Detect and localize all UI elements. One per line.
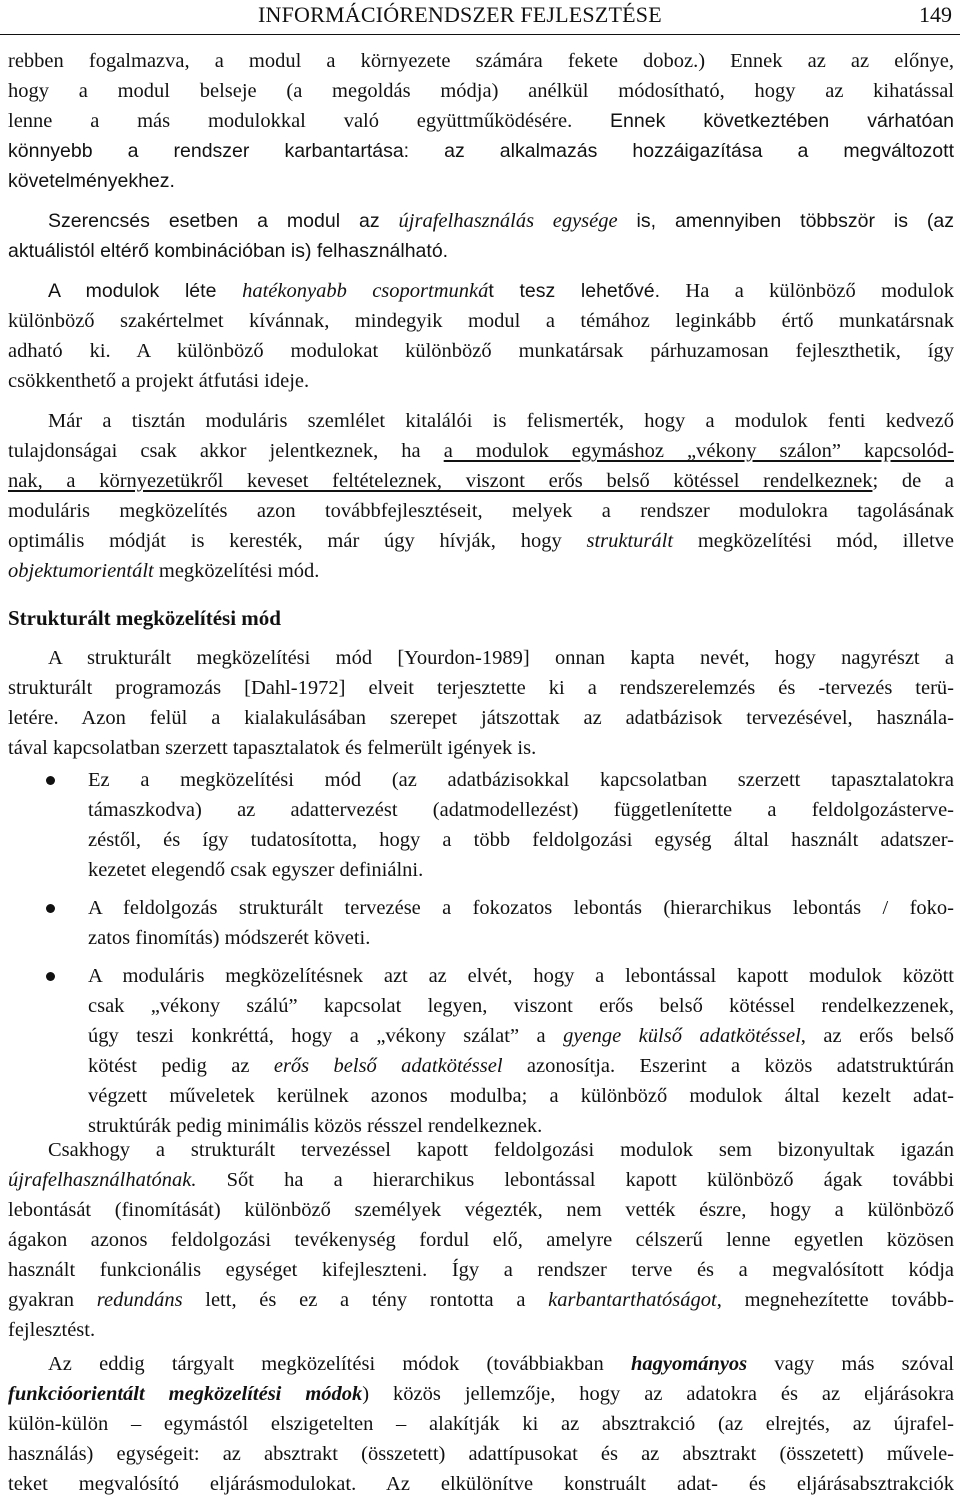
text-span: adható ki. A különböző modulokat különböző munkatársak párhuzamosan fejleszthetik, így — [8, 340, 954, 362]
text-line — [88, 1021, 954, 1051]
bullet-list — [40, 765, 954, 1141]
page-number: 149 — [919, 2, 952, 27]
text-span: különböző szakértelmet kívánnak, mindegyik modul a témához leginkább értő munkatársnak — [8, 310, 954, 332]
text-span: letére. Azon felül a kialakulásában szerepet játszottak az adatbázisok tervezésével, használa- — [8, 707, 954, 729]
text-line — [88, 923, 954, 953]
text-span: vagy más szóval — [747, 1353, 955, 1375]
text-span: Ennek következtében várhatóan — [610, 110, 955, 132]
bullet-icon — [46, 776, 55, 785]
text-line — [8, 556, 954, 586]
text-line — [8, 496, 954, 526]
paragraph-6 — [8, 1135, 954, 1345]
text-line — [8, 106, 954, 136]
text-span: zatos finomítás) módszerét követi. — [88, 927, 371, 949]
text-span: fejlesztést. — [8, 1319, 96, 1341]
paragraph-3 — [8, 276, 954, 396]
text-line — [8, 1225, 954, 1255]
text-span: csökkenthető a projekt átfutási ideje. — [8, 370, 310, 392]
text-span: A feldolgozás strukturált tervezése a fokozatos lebontás (hierarchikus lebontás / foko- — [88, 897, 954, 919]
italic-term: erős belső adatkötéssel — [273, 1055, 503, 1077]
text-span: azonosítja. Eszerint a közös adatstruktúrán — [502, 1055, 954, 1077]
text-line — [8, 526, 954, 556]
text-line — [88, 893, 954, 923]
text-span: külön-külön – egymástól elszigetelten – alakítják ki az absztrakció (az elrejtés, az újrafel- — [8, 1413, 954, 1435]
text-span: aktuálistól eltérő kombinációban is) felhasználható. — [8, 240, 449, 262]
underlined-text: a modulok egymáshoz „vékony szálon” kapcsolód- — [443, 440, 955, 462]
text-span: t tesz lehetővé. — [488, 280, 661, 302]
italic-term: karbantarthatóságot — [548, 1289, 717, 1311]
text-span: ágakon azonos feldolgozási tevékenység fordul elő, amelyre célszerű lenne egyetlen közösen — [8, 1229, 954, 1251]
text-span: struktúrák pedig minimális közös résszel rendelkeznek. — [88, 1115, 543, 1137]
text-line — [8, 336, 954, 366]
text-span: hogy a modul belseje (a megoldás módja) anélkül módosítható, hogy az kihatással — [8, 80, 954, 102]
text-line — [8, 1315, 954, 1345]
page-header — [0, 0, 960, 35]
text-line — [8, 1439, 954, 1469]
text-line — [88, 991, 954, 1021]
text-span: tulajdonságai csak akkor jelentkeznek, ha — [8, 440, 444, 462]
bullet-item — [40, 765, 954, 885]
text-span: Már a tisztán moduláris szemlélet kitalálói is felismerték, hogy a modulok fenti kedvező — [48, 410, 954, 432]
text-line — [88, 961, 954, 991]
text-span: lenne a más modulokkal való együttműködésére. — [8, 110, 611, 132]
text-span: könnyebb a rendszer karbantartása: az alkalmazás hozzáigazítása a megváltozott — [8, 140, 954, 162]
text-line — [8, 643, 954, 673]
text-span: Sőt ha a hierarchikus lebontással kapott különböző ágak további — [196, 1169, 954, 1191]
text-line — [8, 1469, 954, 1499]
paragraph-4 — [8, 406, 954, 586]
text-span: moduláris megközelítés azon továbbfejlesztéseit, melyek a rendszer modulokra tagolásának — [8, 500, 954, 522]
text-span: lett, és ez a tény rontotta a — [182, 1289, 549, 1311]
text-span: gyakran — [8, 1289, 97, 1311]
paragraph-2 — [8, 206, 954, 266]
bullet-icon — [46, 904, 55, 913]
italic-term: újrafelhasználás egysége — [398, 210, 618, 232]
italic-term: gyenge külső adatkötéssel — [563, 1025, 801, 1047]
text-span: kötést pedig az — [88, 1055, 274, 1077]
text-line — [8, 466, 954, 496]
text-line — [8, 166, 954, 196]
paragraph-1 — [8, 46, 954, 196]
italic-term: újrafelhasználhatónak. — [8, 1169, 197, 1191]
bold-italic-term: funkcióorientált megközelítési módok — [8, 1383, 363, 1405]
text-span: zéstől, és így tudatosította, hogy a több feldolgozási egység által használt adatszer- — [88, 829, 954, 851]
text-span: , megnehezítette tovább- — [716, 1289, 954, 1311]
text-span: használt funkcionális egységet kifejleszteni. Így a rendszer terve és a megvalósított kódja — [8, 1259, 954, 1281]
text-line — [8, 1285, 954, 1315]
bold-italic-term: hagyományos — [630, 1353, 748, 1375]
text-line — [8, 366, 954, 396]
text-span: csak „vékony szálú” kapcsolat legyen, viszont erős belső kötéssel rendelkezzenek, — [88, 995, 954, 1017]
text-span: , az erős belső — [800, 1025, 954, 1047]
text-line — [8, 46, 954, 76]
running-title: INFORMÁCIÓRENDSZER FEJLESZTÉSE — [258, 2, 662, 27]
text-span: ; de a — [872, 470, 954, 492]
text-line — [8, 306, 954, 336]
text-span: végzett műveletek kerülnek azonos modulba; a különböző modulok által kezelt adat- — [88, 1085, 954, 1107]
text-span: Ez a megközelítési mód (az adatbázisokkal kapcsolatban szerzett tapasztalatokra — [88, 769, 954, 791]
text-line — [88, 825, 954, 855]
text-line — [8, 1135, 954, 1165]
text-line — [8, 733, 954, 763]
text-span: A moduláris megközelítésnek azt az elvét, hogy a lebontással kapott modulok között — [88, 965, 954, 987]
text-line — [8, 1349, 954, 1379]
text-line — [88, 855, 954, 885]
text-span: A modulok léte — [48, 280, 243, 302]
text-span: használás) egységeit: az absztrakt (összetett) adattípusokat és az absztrakt (összetett) művele- — [8, 1443, 954, 1465]
text-span: rebben fogalmazva, a modul a környezete számára fekete doboz.) Ennek az az előnye, — [8, 50, 954, 72]
text-line — [8, 436, 954, 466]
text-line — [8, 406, 954, 436]
paragraph-7 — [8, 1349, 954, 1499]
text-span: is, amennyiben többször is (az — [617, 210, 954, 232]
text-span: megközelítési mód. — [153, 560, 320, 582]
text-line — [88, 765, 954, 795]
text-line — [8, 1255, 954, 1285]
text-span: Az eddig tárgyalt megközelítési módok (továbbiakban — [48, 1353, 631, 1375]
text-line — [8, 236, 954, 266]
text-line — [8, 1165, 954, 1195]
paragraph-5 — [8, 643, 954, 763]
text-span: Csakhogy a strukturált tervezéssel kapott feldolgozási modulok sem bizonyultak igazán — [48, 1139, 954, 1161]
text-span: A strukturált megközelítési mód [Yourdon-1989] onnan kapta nevét, hogy nagyrészt a — [48, 647, 954, 669]
text-line — [88, 1081, 954, 1111]
bullet-item — [40, 961, 954, 1141]
text-span: lebontását (finomítását) különböző személyek végezték, nem vették észre, hogy a különböző — [8, 1199, 954, 1221]
text-line — [8, 76, 954, 106]
text-span: ) közös jellemzője, hogy az adatokra és az eljárásokra — [362, 1383, 954, 1405]
text-span: kezetet elegendő csak egyszer definiálni. — [88, 859, 424, 881]
text-line — [8, 206, 954, 236]
text-span: megközelítési mód, illetve — [673, 530, 954, 552]
section-heading: Strukturált megközelítési mód — [8, 606, 281, 630]
text-span: követelményekhez. — [8, 170, 175, 192]
bullet-item — [40, 893, 954, 953]
text-span: teket megvalósító eljárásmodulokat. Az elkülönítve konstruált adat- és eljárásabsztrakciók — [8, 1473, 954, 1495]
italic-term: hatékonyabb csoportmunká — [242, 280, 489, 302]
text-span: Szerencsés esetben a modul az — [48, 210, 399, 232]
text-line — [88, 1051, 954, 1081]
text-line — [8, 703, 954, 733]
text-span: támaszkodva) az adattervezést (adatmodellezést) függetlenítette a feldolgozásterve- — [88, 799, 954, 821]
text-line — [8, 1195, 954, 1225]
text-span: optimális módját is keresték, már úgy hívják, hogy — [8, 530, 587, 552]
text-span: úgy teszi konkréttá, hogy a „vékony szálat” a — [88, 1025, 564, 1047]
text-line — [8, 276, 954, 306]
text-line — [88, 795, 954, 825]
text-line — [8, 1409, 954, 1439]
italic-term: objektumorientált — [8, 560, 154, 582]
text-span: tával kapcsolatban szerzett tapasztalatok és felmerült igények is. — [8, 737, 537, 759]
bullet-icon — [46, 972, 55, 981]
text-line — [8, 1379, 954, 1409]
italic-term: redundáns — [96, 1289, 183, 1311]
text-line — [8, 673, 954, 703]
text-line — [8, 136, 954, 166]
underlined-text: nak, a környezetükről keveset feltételeznek, viszont erős belső kötéssel rendelkeznek — [8, 470, 873, 492]
text-span: strukturált programozás [Dahl-1972] elveit terjesztette ki a rendszerelemzés és -tervezés terü- — [8, 677, 954, 699]
italic-term: strukturált — [586, 530, 674, 552]
text-span: Ha a különböző modulok — [660, 280, 954, 302]
